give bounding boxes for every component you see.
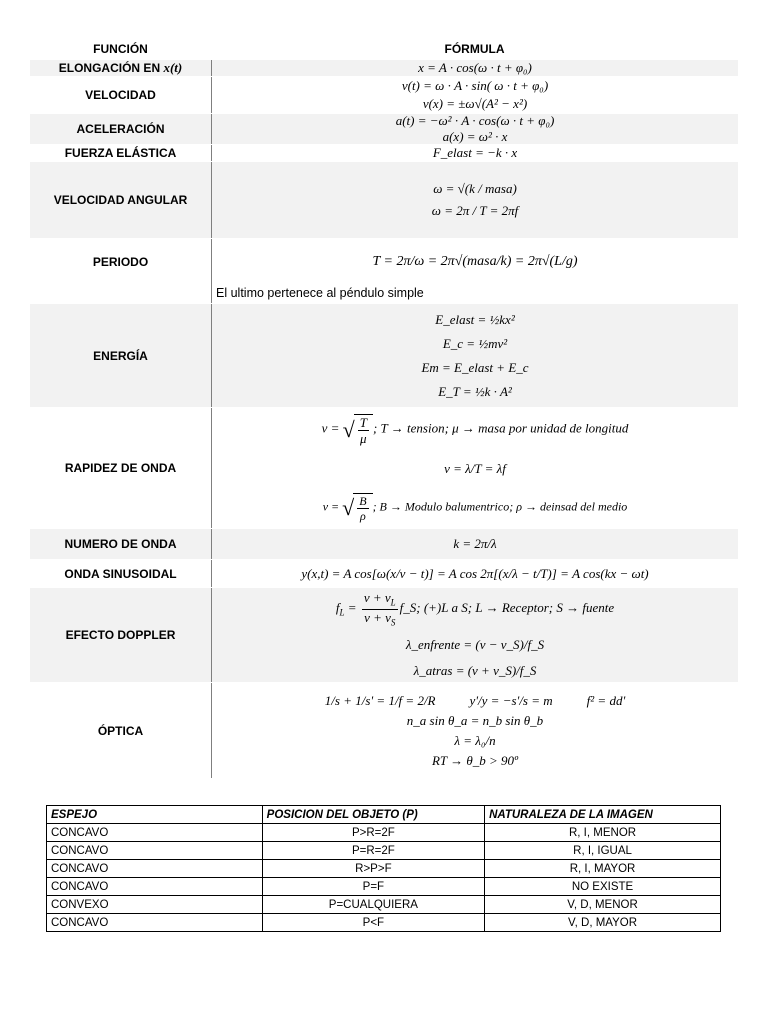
label-velocidad: VELOCIDAD bbox=[30, 77, 212, 113]
table-row bbox=[47, 842, 721, 860]
cell-naturaleza: R, I, IGUAL bbox=[485, 842, 721, 860]
label-fuerza: FUERZA ELÁSTICA bbox=[30, 145, 212, 161]
formula-fuerza: F_elast = −k · x bbox=[432, 145, 518, 160]
formula-doppler-frecuencia: $f_L$ = $\frac{v + v_L}{v + v_S}$ f_S; (+)L a S; L → Receptor; S → fuente bbox=[335, 589, 615, 628]
row-periodo bbox=[30, 239, 738, 285]
label-rapidez-onda: RAPIDEZ DE ONDA bbox=[30, 408, 212, 528]
formula-energia-elast: E_elast = ½kx² bbox=[435, 311, 515, 327]
row-rapidez-onda bbox=[30, 408, 738, 528]
cell-naturaleza: NO EXISTE bbox=[485, 878, 721, 896]
cell-naturaleza: V, D, MAYOR bbox=[485, 914, 721, 932]
cell-espejo: CONCAVO bbox=[47, 914, 263, 932]
mirror-table bbox=[46, 805, 721, 932]
formula-optica-aumento: y'/y = −s'/s = m bbox=[469, 692, 553, 708]
formula-energia-total: E_T = ½k · A² bbox=[438, 383, 512, 399]
label-onda-sinusoidal: ONDA SINUSOIDAL bbox=[30, 560, 212, 587]
row-velocidad-angular bbox=[30, 162, 738, 238]
row-aceleracion bbox=[30, 114, 738, 144]
formula-aceleracion-x: a(x) = ω² · x bbox=[442, 129, 508, 144]
formula-onda-sinusoidal: y(x,t) = A cos[ω(x/v − t)] = A cos 2π[(x/λ − t/T)] = A cos(kx − ωt) bbox=[301, 565, 649, 581]
cell-naturaleza: R, I, MENOR bbox=[485, 824, 721, 842]
mirror-header-posicion: POSICION DEL OBJETO (P) bbox=[262, 806, 484, 824]
formula-velocidad-t: v(t) = ω · A · sin( ω · t + φ₀) bbox=[401, 78, 549, 93]
row-onda-sinusoidal bbox=[30, 560, 738, 587]
mirror-table-header bbox=[47, 806, 721, 824]
cell-espejo: CONCAVO bbox=[47, 824, 263, 842]
cell-espejo: CONCAVO bbox=[47, 878, 263, 896]
formula-rapidez-tension: v = √ $\frac{T}{\mu}$ ; T → tension; μ → masa por unidad de longitud bbox=[321, 415, 629, 446]
label-numero-onda: NUMERO DE ONDA bbox=[30, 529, 212, 559]
formula-rapidez-modulo: v = √ $\frac{B}{\rho}$ ; B → Modulo balumentrico; ρ → deinsad del medio bbox=[322, 494, 628, 523]
formula-elongacion: x = A · cos(ω · t + φ₀) bbox=[418, 60, 532, 75]
cell-espejo: CONCAVO bbox=[47, 842, 263, 860]
label-elongacion: ELONGACIÓN EN x(t) bbox=[30, 60, 212, 76]
cell-posicion: P=R=2F bbox=[262, 842, 484, 860]
cell-posicion: R>P>F bbox=[262, 860, 484, 878]
formula-periodo: T = 2π/ω = 2π√(masa/k) = 2π√(L/g) bbox=[372, 254, 578, 269]
table-row bbox=[47, 824, 721, 842]
label-velocidad-angular: VELOCIDAD ANGULAR bbox=[30, 162, 212, 238]
cell-posicion: P=F bbox=[262, 878, 484, 896]
row-efecto-doppler bbox=[30, 588, 738, 682]
formula-omega-sqrt: ω = √(k / masa) bbox=[433, 181, 517, 196]
label-optica: ÓPTICA bbox=[30, 683, 212, 778]
label-aceleracion: ACELERACIÓN bbox=[30, 114, 212, 144]
row-fuerza bbox=[30, 145, 738, 161]
formula-energia-cinetica: E_c = ½mv² bbox=[442, 335, 508, 351]
formula-numero-onda: k = 2π/λ bbox=[453, 536, 497, 551]
row-elongacion bbox=[30, 60, 738, 76]
formula-omega-period: ω = 2π / T = 2πf bbox=[431, 203, 519, 218]
formula-optica-snell: n_a sin θ_a = n_b sin θ_b bbox=[406, 712, 544, 728]
row-numero-onda bbox=[30, 529, 738, 559]
cell-espejo: CONVEXO bbox=[47, 896, 263, 914]
formula-doppler-enfrente: λ_enfrente = (v − v_S)/f_S bbox=[405, 637, 545, 653]
cell-naturaleza: V, D, MENOR bbox=[485, 896, 721, 914]
cell-naturaleza: R, I, MAYOR bbox=[485, 860, 721, 878]
mirror-header-espejo: ESPEJO bbox=[47, 806, 263, 824]
table-row bbox=[47, 914, 721, 932]
formula-velocidad-x: v(x) = ±ω√(A² − x²) bbox=[422, 96, 528, 111]
table-row bbox=[47, 896, 721, 914]
label-periodo: PERIODO bbox=[30, 239, 212, 285]
label-energia: ENERGÍA bbox=[30, 304, 212, 407]
formula-energia-mecanica: Em = E_elast + E_c bbox=[421, 359, 529, 375]
formula-optica-lambda: λ = λ₀/n bbox=[454, 732, 496, 748]
row-velocidad bbox=[30, 77, 738, 113]
table-row bbox=[47, 860, 721, 878]
table-row bbox=[47, 878, 721, 896]
mirror-header-naturaleza: NATURALEZA DE LA IMAGEN bbox=[485, 806, 721, 824]
formula-table-header bbox=[30, 42, 738, 56]
formula-aceleracion-t: a(t) = −ω² · A · cos(ω · t + φ₀) bbox=[395, 113, 555, 128]
cell-espejo: CONCAVO bbox=[47, 860, 263, 878]
header-funcion: FUNCIÓN bbox=[93, 42, 148, 56]
formula-doppler-atras: λ_atras = (v + v_S)/f_S bbox=[413, 663, 537, 679]
row-energia bbox=[30, 304, 738, 407]
cell-posicion: P=CUALQUIERA bbox=[262, 896, 484, 914]
note-pendulo: El ultimo pertenece al péndulo simple bbox=[216, 286, 424, 300]
cell-posicion: P<F bbox=[262, 914, 484, 932]
formula-optica-newton: f² = dd' bbox=[586, 692, 626, 708]
formula-optica-lente: 1/s + 1/s' = 1/f = 2/R bbox=[324, 692, 436, 708]
formula-rapidez-lambda: v = λ/T = λf bbox=[444, 461, 506, 476]
header-formula: FÓRMULA bbox=[444, 42, 505, 56]
cell-posicion: P>R=2F bbox=[262, 824, 484, 842]
label-efecto-doppler: EFECTO DOPPLER bbox=[30, 588, 212, 682]
formula-optica-rt: RT → θ_b > 90º bbox=[431, 752, 519, 768]
row-optica bbox=[30, 683, 738, 778]
